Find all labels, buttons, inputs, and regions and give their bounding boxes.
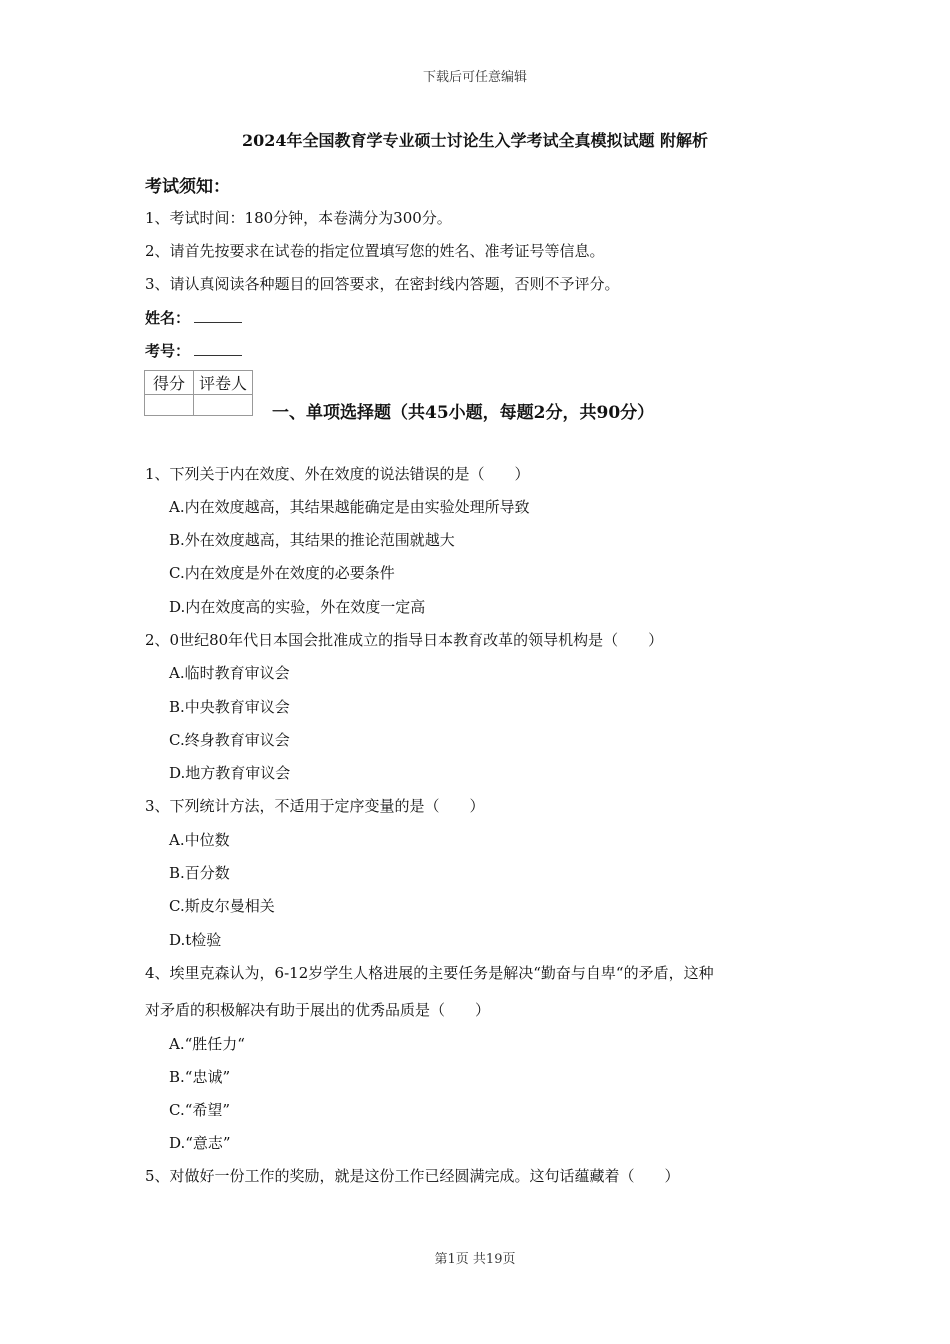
name-field [145, 307, 242, 328]
question-option: B.外在效度越高，其结果的推论范围就越大 [169, 531, 455, 549]
question-option: A.临时教育审议会 [169, 664, 290, 682]
notice-heading: 考试须知： [145, 177, 230, 197]
id-blank[interactable] [194, 341, 242, 356]
question-option: A.中位数 [169, 831, 230, 849]
question-option: A.“胜任力“ [169, 1035, 245, 1053]
id-label: 考号： [145, 342, 191, 360]
document-title: 2024年全国教育学专业硕士讨论生入学考试全真模拟试题 附解析 [241, 131, 709, 150]
notice-item: 2、请首先按要求在试卷的指定位置填写您的姓名、准考证号等信息。 [145, 242, 605, 260]
question-option: D.地方教育审议会 [169, 764, 291, 782]
question-option: C.内在效度是外在效度的必要条件 [169, 564, 395, 582]
question-option: D.内在效度高的实验，外在效度一定高 [169, 598, 426, 616]
question-option: C.终身教育审议会 [169, 731, 290, 749]
question-stem: 2、0世纪80年代日本国会批准成立的指导日本教育改革的领导机构是（ ） [145, 631, 664, 649]
page-footer: 第1页 共19页 [434, 1252, 516, 1267]
grader-cell[interactable] [194, 395, 253, 416]
notice-item: 1、考试时间：180分钟，本卷满分为300分。 [145, 209, 452, 227]
question-option: B.百分数 [169, 864, 230, 882]
score-header: 得分 [145, 371, 194, 395]
grader-header: 评卷人 [194, 371, 253, 395]
question-option: D.“意志” [169, 1134, 231, 1152]
question-stem: 5、对做好一份工作的奖励，就是这份工作已经圆满完成。这句话蕴藏着（ ） [145, 1167, 680, 1185]
question-option: C.斯皮尔曼相关 [169, 897, 275, 915]
name-label: 姓名： [145, 309, 191, 327]
id-field [145, 340, 242, 361]
question-option: C.“希望” [169, 1101, 231, 1119]
question-stem: 3、下列统计方法，不适用于定序变量的是（ ） [145, 797, 485, 815]
score-table [144, 370, 253, 416]
notice-item: 3、请认真阅读各种题目的回答要求，在密封线内答题，否则不予评分。 [145, 275, 620, 293]
question-stem: 4、埃里克森认为，6-12岁学生人格进展的主要任务是解决“勤奋与自卑“的矛盾，这种 [145, 964, 714, 982]
question-option: B.中央教育审议会 [169, 698, 290, 716]
header-note: 下载后可任意编辑 [422, 70, 527, 85]
question-stem-continuation: 对矛盾的积极解决有助于展出的优秀品质是（ ） [145, 1001, 491, 1019]
question-stem: 1、下列关于内在效度、外在效度的说法错误的是（ ） [145, 465, 530, 483]
section-title: 一、单项选择题（共45小题，每题2分，共90分） [272, 403, 655, 423]
name-blank[interactable] [194, 308, 242, 323]
question-option: D.t检验 [169, 931, 222, 949]
question-option: A.内在效度越高，其结果越能确定是由实验处理所导致 [169, 498, 530, 516]
score-cell[interactable] [145, 395, 194, 416]
question-option: B.“忠诚” [169, 1068, 231, 1086]
